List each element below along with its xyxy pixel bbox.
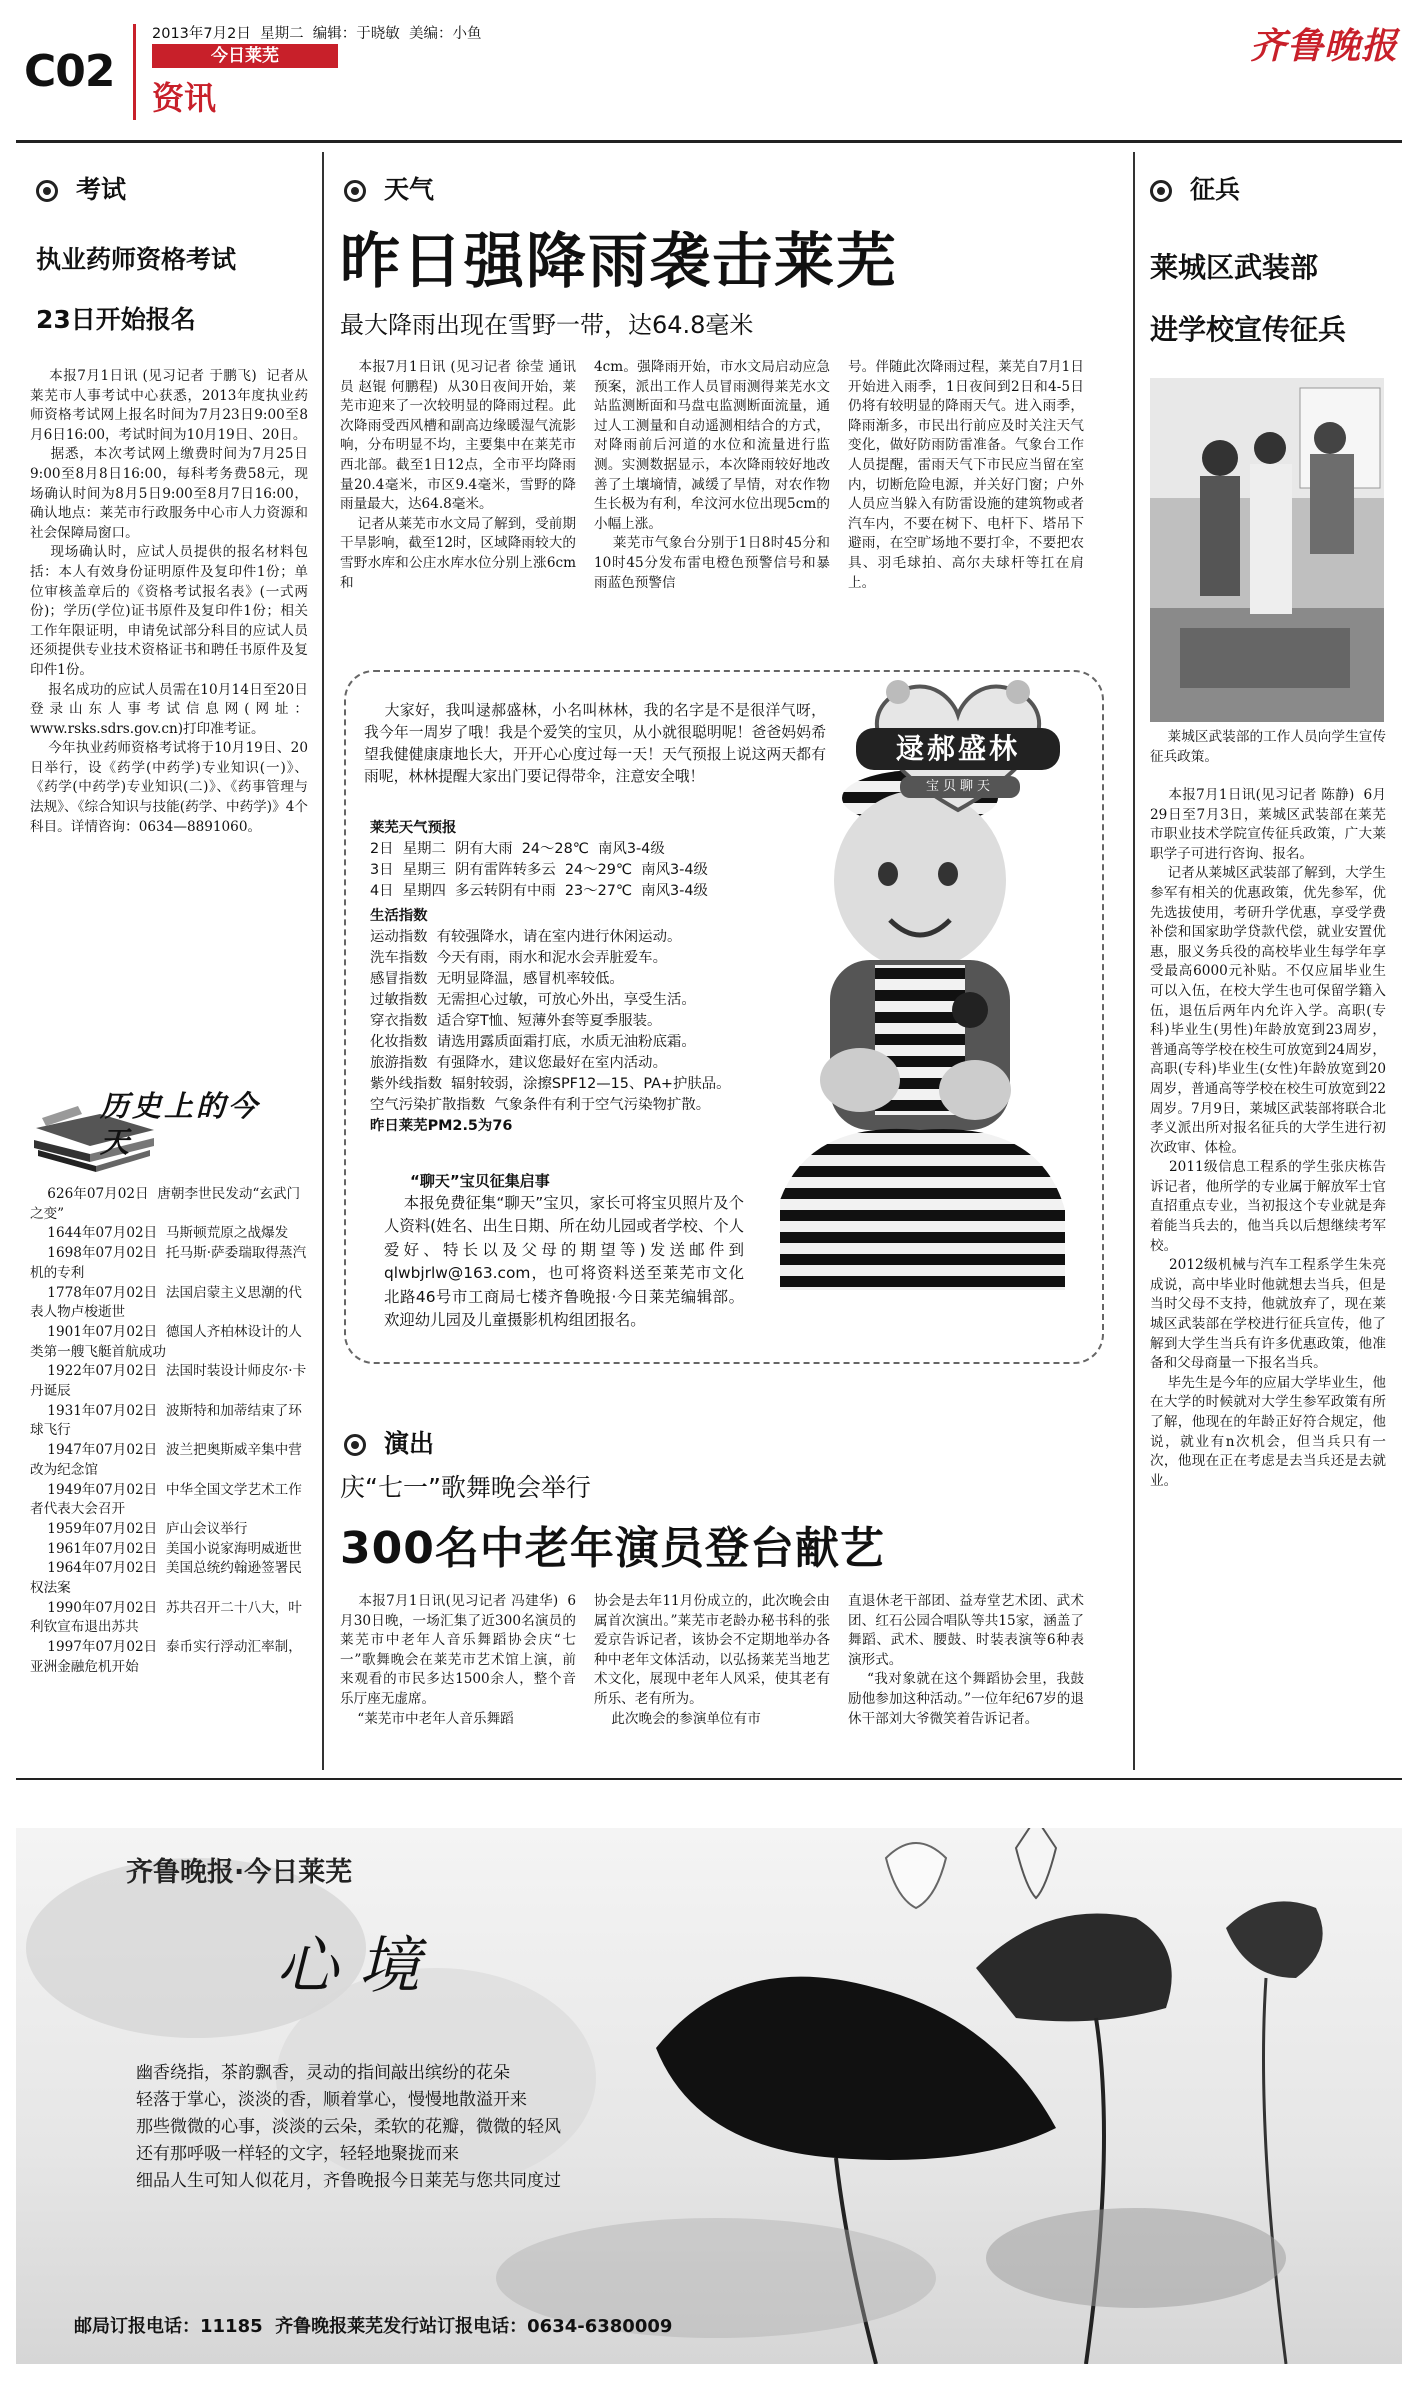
- ad-poem-line: 那些微微的心事，淡淡的云朵，柔软的花瓣，微微的轻风: [136, 2117, 561, 2137]
- ad-poem-line: 轻落于掌心，淡淡的香，顺着掌心，慢慢地散溢开来: [136, 2090, 527, 2110]
- index-row: 感冒指数 无明显降温，感冒机率较低。: [370, 971, 624, 987]
- history-item: 1778年07月02日 法国启蒙主义思潮的代表人物卢梭逝世: [30, 1284, 302, 1321]
- baby-badge-name: 逯郝盛林: [856, 728, 1060, 770]
- page-code: C02: [24, 46, 115, 97]
- history-title-text: 历史上的今天: [100, 1089, 261, 1159]
- weather-headline: 昨日强降雨袭击莱芜: [340, 227, 898, 297]
- weather-subhead: 最大降雨出现在雪野一带，达64.8毫米: [340, 311, 754, 339]
- section-title: 资讯: [152, 79, 217, 117]
- baby-intro: 大家好，我叫逯郝盛林，小名叫林林，我的名字是不是很洋气呀，我今年一周岁了哦！我是个爱笑的宝贝，从小就很聪明呢！爸爸妈妈希望我健健康康地长大，开开心心度过每一天！天气预报上说这两天都有雨呢，林林提醒大家出门要记得带伞，注意安全哦！: [364, 702, 826, 785]
- weather-section-label: 天气: [344, 170, 434, 206]
- index-title: 生活指数: [370, 908, 428, 924]
- weather-article-col1: 本报7月1日讯 (见习记者 徐莹 通讯员 赵锟 何鹏程) 从30日夜间开始，莱芜市迎来了一次较明显的降雨过程。此次降雨受西风槽和副高边缘暖湿气流影响，分布明显不均，主要集中在莱芜市西北部。截至1日12点，全市平均降雨量20.4毫米，市区9.4毫米，雪野的降雨量最大，达64.8毫米。 记者从莱芜市水文局了解到，受前期干旱影响，截至12时，区域降雨较大的雪野水库和公庄水库水位分别上涨6cm和: [340, 359, 576, 591]
- history-item: 1949年07月02日 中华全国文学艺术工作者代表大会召开: [30, 1481, 302, 1518]
- baby-badge-sub: 宝贝聊天: [900, 776, 1020, 798]
- history-item: 1931年07月02日 波斯特和加蒂结束了环球飞行: [30, 1402, 302, 1439]
- ad-poem: [136, 2060, 696, 2195]
- ad-poem-line: 细品人生可知人似花月，齐鲁晚报今日莱芜与您共同度过: [136, 2171, 561, 2191]
- enlist-headline-2: 进学校宣传征兵: [1150, 313, 1347, 346]
- baby-photo: [770, 770, 1070, 1330]
- index-row: 紫外线指数 辐射较弱，涂擦SPF12—15、PA+护肤品。: [370, 1076, 731, 1092]
- forecast-row: 2日 星期二 阴有大雨 24～28℃ 南风3-4级: [370, 841, 665, 857]
- section-tag: 今日莱芜: [152, 44, 338, 68]
- ad-title: 心境: [276, 1929, 441, 2002]
- history-list: [30, 1185, 308, 1678]
- weather-article-col3: 号。伴随此次降雨过程，莱芜自7月1日开始进入雨季，1日夜间到2日和4-5日仍将有较明显的降雨天气。进入雨季，降雨渐多，市民出行前应及时关注天气变化，做好防雨防雷准备。气象台工作人员提醒，雷雨天气下市民应当留在室内，切断危险电源，并关好门窗；户外人员应当躲入有防雷设施的建筑物或者汽车内，不要在树下、电杆下、塔吊下避雨，在空旷场地不要打伞，不要把农具、羽毛球拍、高尔夫球杆等扛在肩上。: [848, 359, 1084, 591]
- history-item: 1901年07月02日 德国人齐柏林设计的人类第一艘飞艇首航成功: [30, 1323, 302, 1360]
- perf-article-col1: 本报7月1日讯(见习记者 冯建华) 6月30日晚，一场汇集了近300名演员的莱芜市中老年人音乐舞蹈协会庆“七一”歌舞晚会在莱芜市艺术馆上演，前来观看的市民多达1500余人，整个音乐厅座无虚席。 “莱芜市中老年人音乐舞蹈: [340, 1593, 576, 1727]
- perf-headline: 300名中老年演员登台献艺: [340, 1523, 885, 1574]
- date-line: 2013年7月2日 星期二 编辑：于晓敏 美编：小鱼: [152, 26, 482, 42]
- history-item: 1922年07月02日 法国时装设计师皮尔·卡丹诞辰: [30, 1363, 307, 1400]
- forecast-row: 3日 星期三 阴有雷阵转多云 24～29℃ 南风3-4级: [370, 862, 708, 878]
- enlist-section-label: 征兵: [1150, 170, 1240, 206]
- exam-headline-1: 执业药师资格考试: [36, 245, 237, 274]
- index-row: 运动指数 有较强降水，请在室内进行休闲运动。: [370, 929, 682, 945]
- history-item: 1959年07月02日 庐山会议举行: [30, 1520, 248, 1537]
- history-item: 1964年07月02日 美国总统约翰逊签署民权法案: [30, 1560, 302, 1597]
- ad-banner: [16, 1828, 1402, 2364]
- exam-section-label: 考试: [36, 170, 126, 206]
- forecast-block: [370, 818, 810, 1137]
- ad-poem-line: 还有那呼吸一样轻的文字，轻轻地聚拢而来: [136, 2144, 459, 2164]
- history-item: 1990年07月02日 苏共召开二十八大，叶利钦宣布退出苏共: [30, 1599, 302, 1636]
- ad-poem-line: 幽香绕指，茶韵飘香，灵动的指间敲出缤纷的花朵: [136, 2063, 510, 2083]
- section-bullet-icon: [36, 180, 58, 202]
- history-title: [30, 1084, 300, 1174]
- pm25-reading: 昨日莱芜PM2.5为76: [370, 1118, 513, 1134]
- history-item: 1947年07月02日 波兰把奥斯威辛集中营改为纪念馆: [30, 1442, 302, 1478]
- forecast-row: 4日 星期四 多云转阴有中雨 23～27℃ 南风3-4级: [370, 883, 708, 899]
- section-bullet-icon: [344, 1434, 366, 1456]
- index-row: 旅游指数 有强降水，建议您最好在室内活动。: [370, 1055, 667, 1071]
- index-row: 洗车指数 今天有雨，雨水和泥水会弄脏爱车。: [370, 950, 667, 966]
- enlist-article: 本报7月1日讯(见习记者 陈静) 6月29日至7月3日，莱城区武装部在莱芜市职业技术学院宣传征兵政策，广大莱职学子可进行咨询、报名。 记者从莱城区武装部了解到，大学生参军有相关的优惠政策，优先参军，优先选拔使用，考研升学优惠，享受学费补偿和国家助学贷款代偿，就业安置优惠，服义务兵役的高校毕业生每学年享受最高6000元补贴。不仅应届毕业生可以入伍，在校大学生也可保留学籍入伍，退伍后两年内允许入学。高职(专科)毕业生(男性)年龄放宽到23周岁，普通高等学校在校生可放宽到24周岁，高职(专科)毕业生(女性)年龄放宽到20周岁，普通高等学校在校生可放宽到22周岁。7月9日，莱城区武装部将联合北孝义派出所对报名征兵的大学生进行初次政审、体检。 2011级信息工程系的学生张庆栋告诉记者，他所学的专业属于解放军士官直招重点专业，当初报这个专业就是奔着能当兵去的，他当兵以后想继续考军校。 2012级机械与汽车工程系学生朱亮成说，高中毕业时他就想去当兵，但是当时父母不支持，他就放弃了，现在莱城区武装部在学校进行征兵宣传，他了解到大学生当兵有许多优惠政策，他准备和父母商量一下报名当兵。 毕先生是今年的应届大学毕业生，他在大学的时候就对大学生参军政策有所了解，他现在的年龄正好符合规定，他说，就业有n次机会，但当兵只有一次，他现在正在考虑是去当兵还是去就业。: [1150, 787, 1386, 1489]
- recruit-title: “聊天”宝贝征集启事: [410, 1172, 550, 1190]
- index-row: 空气污染扩散指数 气象条件有利于空气污染物扩散。: [370, 1097, 711, 1113]
- section-bullet-icon: [1150, 180, 1172, 202]
- history-item: 1961年07月02日 美国小说家海明威逝世: [30, 1540, 302, 1557]
- index-row: 化妆指数 请选用露质面霜打底，水质无油粉底霜。: [370, 1034, 696, 1050]
- history-item: 626年07月02日 唐朝李世民发动“玄武门之变”: [30, 1186, 301, 1222]
- history-item: 1698年07月02日 托马斯·萨委瑞取得蒸汽机的专利: [30, 1245, 307, 1281]
- index-row: 过敏指数 无需担心过敏，可放心外出，享受生活。: [370, 992, 696, 1008]
- history-item: 1644年07月02日 马斯顿荒原之战爆发: [30, 1225, 289, 1242]
- enlist-headline-1: 莱城区武装部: [1150, 251, 1319, 284]
- exam-article: 本报7月1日讯 (见习记者 于鹏飞) 记者从莱芜市人事考试中心获悉，2013年度执业药师资格考试网上报名时间为7月23日9:00至8月6日16:00，考试时间为10月19日、20日。 据悉，本次考试网上缴费时间为7月25日9:00至8月8日16:00，每科考务费58元，现场确认时间为8月5日9:00至8月7日16:00，确认地点：莱芜市行政服务中心市人力资源和社会保障局窗口。 现场确认时，应试人员提供的报名材料包括：本人有效身份证明原件及复印件1份；单位审核盖章后的《资格考试报名表》(一式两份)；学历(学位)证书原件及复印件1份；相关工作年限证明，申请免试部分科目的应试人员还须提供专业技术资格证书和聘任书原件及复印件1份。 报名成功的应试人员需在10月14日至20日登录山东人事考试信息网(网址：www.rsks.sdrs.gov.cn)打印准考证。 今年执业药师资格考试将于10月19日、20日举行，设《药学(中药学)专业知识(一)》、《药学(中药学)专业知识(二)》、《药事管理与法规》、《综合知识与技能(药学、中药学)》4个科目。详情咨询：0634—8891060。: [30, 368, 308, 835]
- weather-article-col2: 4cm。强降雨开始，市水文局启动应急预案，派出工作人员冒雨测得莱芜水文站监测断面和马盘屯监测断面流量，通过人工测量和自动遥测相结合的方式，对降雨前后河道的水位和流量进行监测。实测数据显示，本次降雨较好地改善了土壤墒情，减缓了旱情，对农作物生长极为有利，牟汶河水位出现5cm的小幅上涨。 莱芜市气象台分别于1日8时45分和10时45分发布雷电橙色预警信号和暴雨蓝色预警信: [594, 359, 830, 591]
- index-row: 穿衣指数 适合穿T恤、短薄外套等夏季服装。: [370, 1013, 662, 1029]
- column-rule-left: [322, 152, 324, 1770]
- ad-brand: 齐鲁晚报·今日莱芜: [126, 1857, 353, 1888]
- masthead-logo: 齐鲁晚报: [1250, 25, 1399, 67]
- perf-section-label: 演出: [344, 1424, 434, 1460]
- column-rule-right: [1133, 152, 1135, 1770]
- exam-headline-2: 23日开始报名: [36, 305, 196, 334]
- ad-subscription-phones: 邮局订报电话：11185 齐鲁晚报莱芜发行站订报电话：0634-6380009: [74, 2316, 673, 2337]
- section-bullet-icon: [344, 180, 366, 202]
- enlist-photo-caption: 莱城区武装部的工作人员向学生宣传征兵政策。: [1150, 729, 1386, 765]
- enlist-photo: [1150, 378, 1384, 722]
- recruit-body: 本报免费征集“聊天”宝贝，家长可将宝贝照片及个人资料(姓名、出生日期、所在幼儿园或者学校、个人爱好、特长以及父母的期望等)发送邮件到qlwbjrlw@163.com，也可将资料送至莱芜市文化北路46号市工商局七楼齐鲁晚报·今日莱芜编辑部。欢迎幼儿园及儿童摄影机构组团报名。: [384, 1194, 744, 1330]
- header-divider: [133, 24, 136, 120]
- content-bottom-rule: [16, 1778, 1402, 1780]
- forecast-title: 莱芜天气预报: [370, 820, 457, 836]
- perf-article-col2: 协会是去年11月份成立的，此次晚会由属首次演出。”莱芜市老龄办秘书科的张爱京告诉记者，该协会不定期地举办各种中老年文体活动，以弘扬莱芜当地艺术文化，展现中老年人风采，使其老有所乐、老有所为。 此次晚会的参演单位有市: [594, 1593, 830, 1727]
- perf-article-col3: 直退休老干部团、益寿堂艺术团、武术团、红石公园合唱队等共15家，涵盖了舞蹈、武术、腰鼓、时装表演等6种表演形式。 “我对象就在这个舞蹈协会里，我鼓励他参加这种活动。”一位年纪67岁的退休干部刘大爷微笑着告诉记者。: [848, 1593, 1084, 1727]
- header-rule: [16, 140, 1402, 143]
- perf-kicker: 庆“七一”歌舞晚会举行: [340, 1473, 591, 1502]
- history-item: 1997年07月02日 泰币实行浮动汇率制，亚洲金融危机开始: [30, 1639, 302, 1675]
